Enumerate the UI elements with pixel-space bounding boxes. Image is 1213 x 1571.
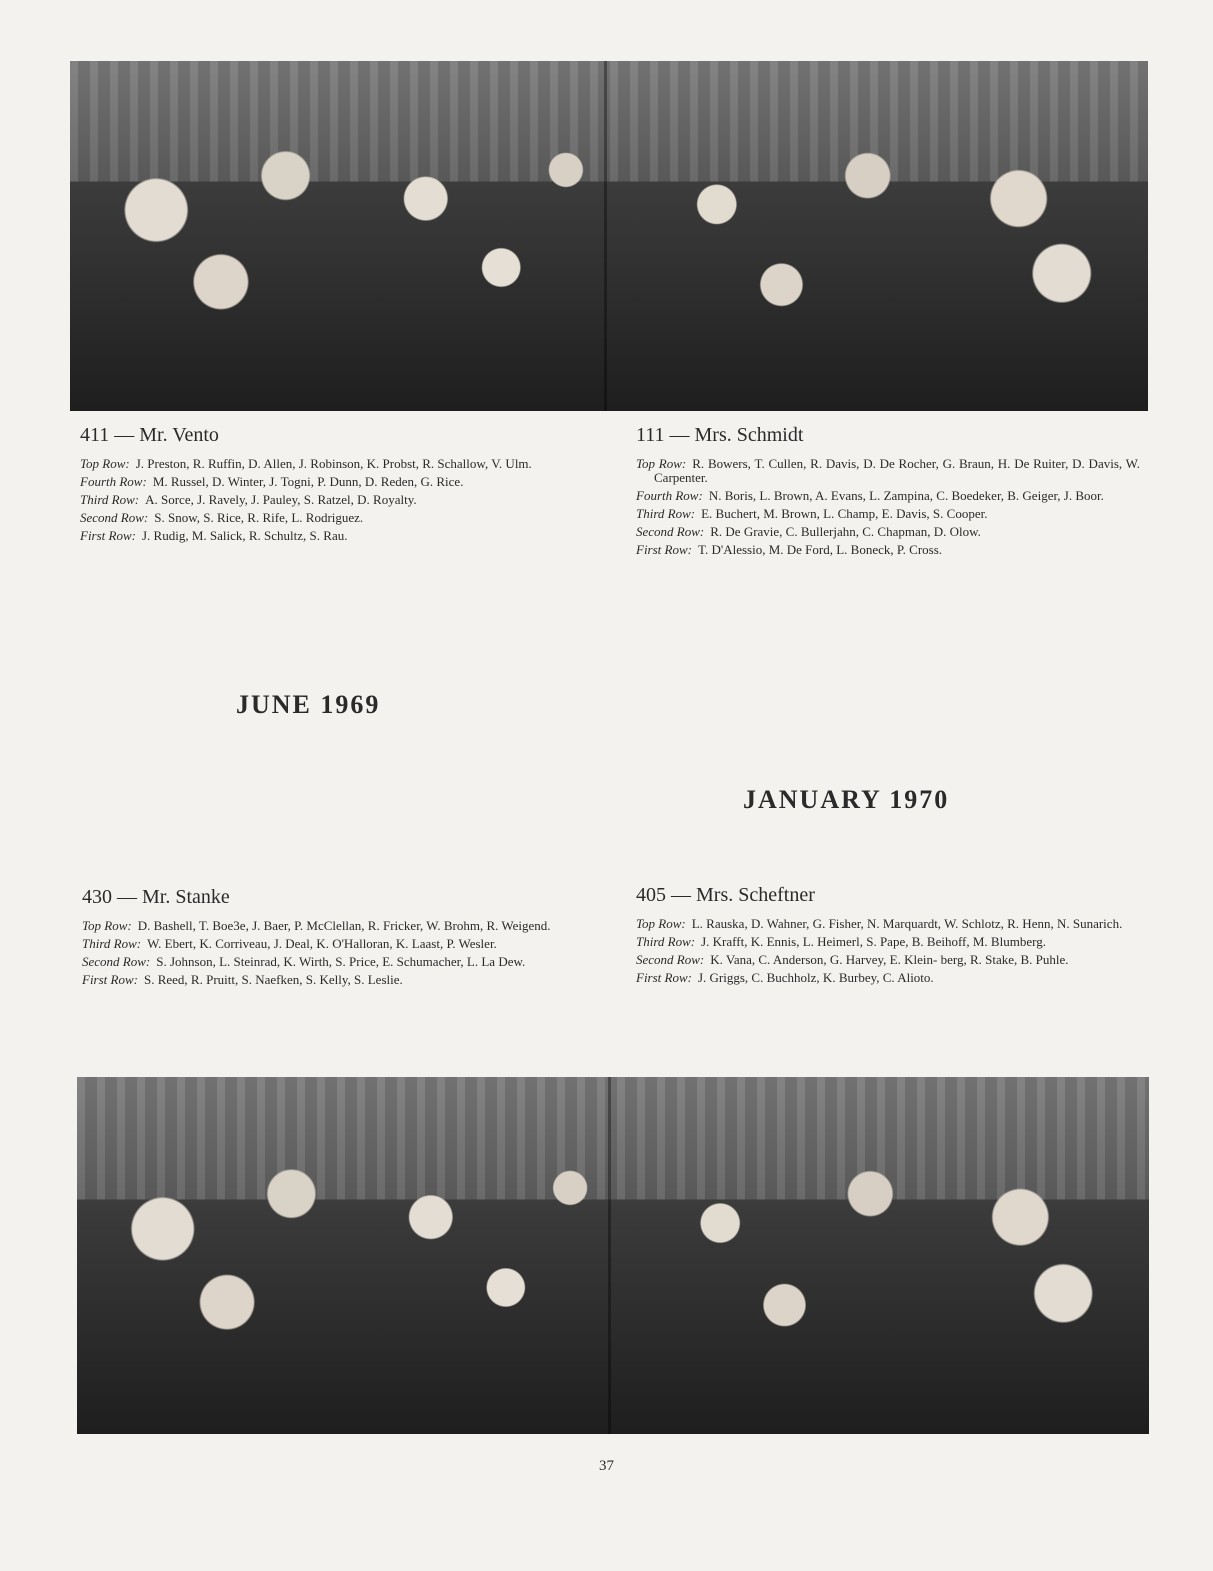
caption-411 — [80, 424, 588, 547]
class-title: 411 — Mr. Vento — [80, 424, 219, 446]
row-second: Second Row: S. Snow, S. Rice, R. Rife, L. Rodriguez. — [80, 510, 364, 525]
row-second: Second Row: S. Johnson, L. Steinrad, K. Wirth, S. Price, E. Schumacher, L. La Dew. — [82, 954, 526, 969]
caption-430 — [82, 886, 588, 991]
row-second: Second Row: R. De Gravie, C. Bullerjahn, C. Chapman, D. Olow. — [636, 524, 981, 539]
class-photo-bottom — [77, 1077, 1149, 1434]
row-top: Top Row: J. Preston, R. Ruffin, D. Allen, J. Robinson, K. Probst, R. Schallow, V. Ulm. — [80, 456, 532, 471]
row-top: Top Row: D. Bashell, T. Boe3e, J. Baer, P. McClellan, R. Fricker, W. Brohm, R. Weigend. — [82, 918, 551, 933]
row-fourth: Fourth Row: N. Boris, L. Brown, A. Evans, L. Zampina, C. Boedeker, B. Geiger, J. Boor. — [636, 488, 1104, 503]
photo-seam — [604, 61, 607, 411]
page-number: 37 — [599, 1458, 614, 1474]
row-second: Second Row: K. Vana, C. Anderson, G. Harvey, E. Klein- berg, R. Stake, B. Puhle. — [636, 952, 1069, 967]
row-third: Third Row: J. Krafft, K. Ennis, L. Heimerl, S. Pape, B. Beihoff, M. Blumberg. — [636, 934, 1046, 949]
row-top: Top Row: R. Bowers, T. Cullen, R. Davis, D. De Rocher, G. Braun, H. De Ruiter, D. Davis, W. Carpenter. — [636, 456, 1140, 485]
photo-seam — [608, 1077, 611, 1434]
students-group-left-right — [70, 124, 1148, 411]
caption-111 — [636, 424, 1140, 561]
class-title: 405 — Mrs. Scheftner — [636, 884, 815, 906]
row-fourth: Fourth Row: M. Russel, D. Winter, J. Togni, P. Dunn, D. Reden, G. Rice. — [80, 474, 464, 489]
caption-405 — [636, 884, 1141, 989]
students-group-left-right — [77, 1141, 1149, 1434]
row-first: First Row: J. Griggs, C. Buchholz, K. Burbey, C. Alioto. — [636, 970, 934, 985]
heading-january-1970: JANUARY 1970 — [743, 785, 950, 814]
row-first: First Row: T. D'Alessio, M. De Ford, L. Boneck, P. Cross. — [636, 542, 943, 557]
row-top: Top Row: L. Rauska, D. Wahner, G. Fisher, N. Marquardt, W. Schlotz, R. Henn, N. Sunarich. — [636, 916, 1123, 931]
row-first: First Row: J. Rudig, M. Salick, R. Schultz, S. Rau. — [80, 528, 348, 543]
heading-june-1969: JUNE 1969 — [236, 690, 381, 719]
row-third: Third Row: E. Buchert, M. Brown, L. Champ, E. Davis, S. Cooper. — [636, 506, 988, 521]
row-first: First Row: S. Reed, R. Pruitt, S. Naefken, S. Kelly, S. Leslie. — [82, 972, 403, 987]
row-third: Third Row: A. Sorce, J. Ravely, J. Pauley, S. Ratzel, D. Royalty. — [80, 492, 417, 507]
class-title: 111 — Mrs. Schmidt — [636, 424, 804, 446]
class-title: 430 — Mr. Stanke — [82, 886, 230, 908]
class-photo-top — [70, 61, 1148, 411]
row-third: Third Row: W. Ebert, K. Corriveau, J. Deal, K. O'Halloran, K. Laast, P. Wesler. — [82, 936, 497, 951]
